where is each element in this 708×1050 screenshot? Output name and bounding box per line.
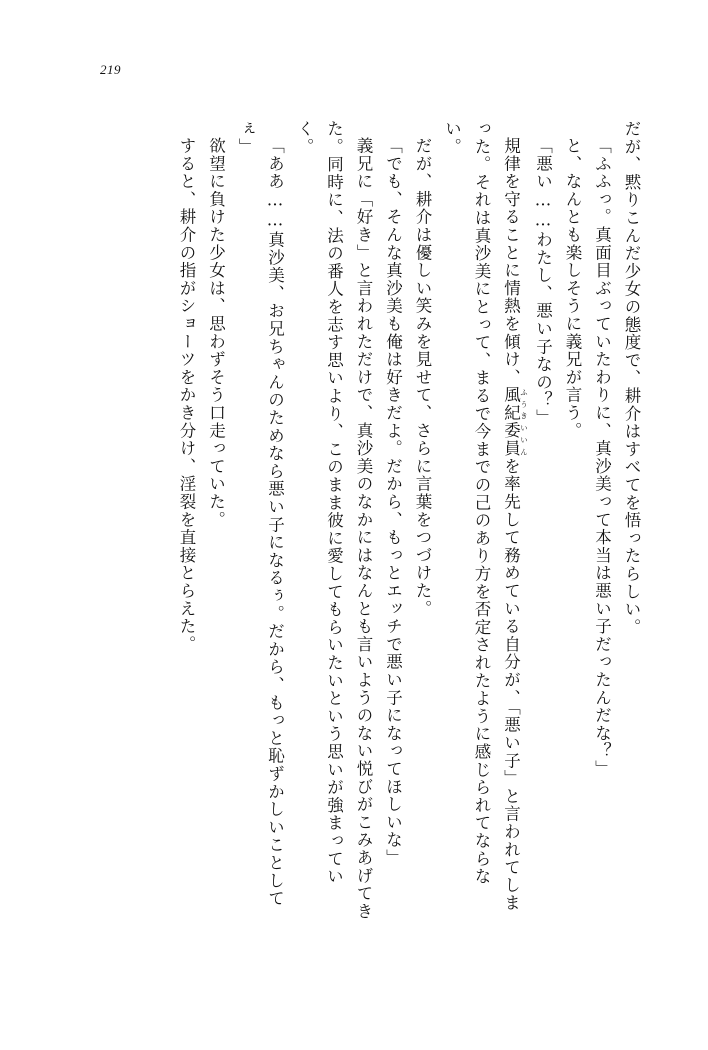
paragraph: 「悪い……わたし、悪い子なの？」 (533, 136, 553, 427)
body-text-vertical (62, 120, 646, 920)
paragraph: 「ああ……真沙美、お兄ちゃんのためなら悪い子になるぅ。だから、もっと恥ずかしいことしてぇ」 (236, 120, 285, 907)
paragraph: だが、黙りこんだ少女の態度で、耕介はすべてを悟ったらしい。 (622, 120, 641, 637)
paragraph: すると、耕介の指がショーツをかき分け、淫裂を直接とらえた。 (177, 136, 196, 653)
paragraph: 規律を守ることに情熱を傾け、風紀委員 ふうきいいんを率先して務めている自分が、「悪い子」と言われてしまった。それは真沙美にとって、まるで今までの己のあり方を否定されたように感じられてならない。 (442, 120, 529, 912)
page-number: 219 (100, 62, 121, 77)
ruby-annotation: 風紀委員 ふうきいいん (501, 385, 529, 457)
paragraph: だが、耕介は優しい笑みを見せて、さらに言葉をつづけた。 (413, 136, 432, 618)
paragraph: と、なんとも楽しそうに義兄が言う。 (563, 136, 582, 440)
paragraph: 「でも、そんな真沙美も俺は好きだよ。だから、もっとエッチで悪い子になってほしいな」 (383, 136, 403, 867)
paragraph: 「ふふっ。真面目ぶっていたわりに、真沙美って本当は悪い子だったんだな？」 (592, 136, 612, 778)
paragraph: 欲望に負けた少女は、思わずそう口走っていた。 (206, 136, 226, 529)
paragraph: 義兄に「好き」と言われただけで、真沙美のなかにはなんとも言いようのない悦びがこみあげてきた。同時に、法の番人を志す思いより、このまま彼に愛してもらいたいという思いが強まっていく。 (295, 120, 373, 920)
